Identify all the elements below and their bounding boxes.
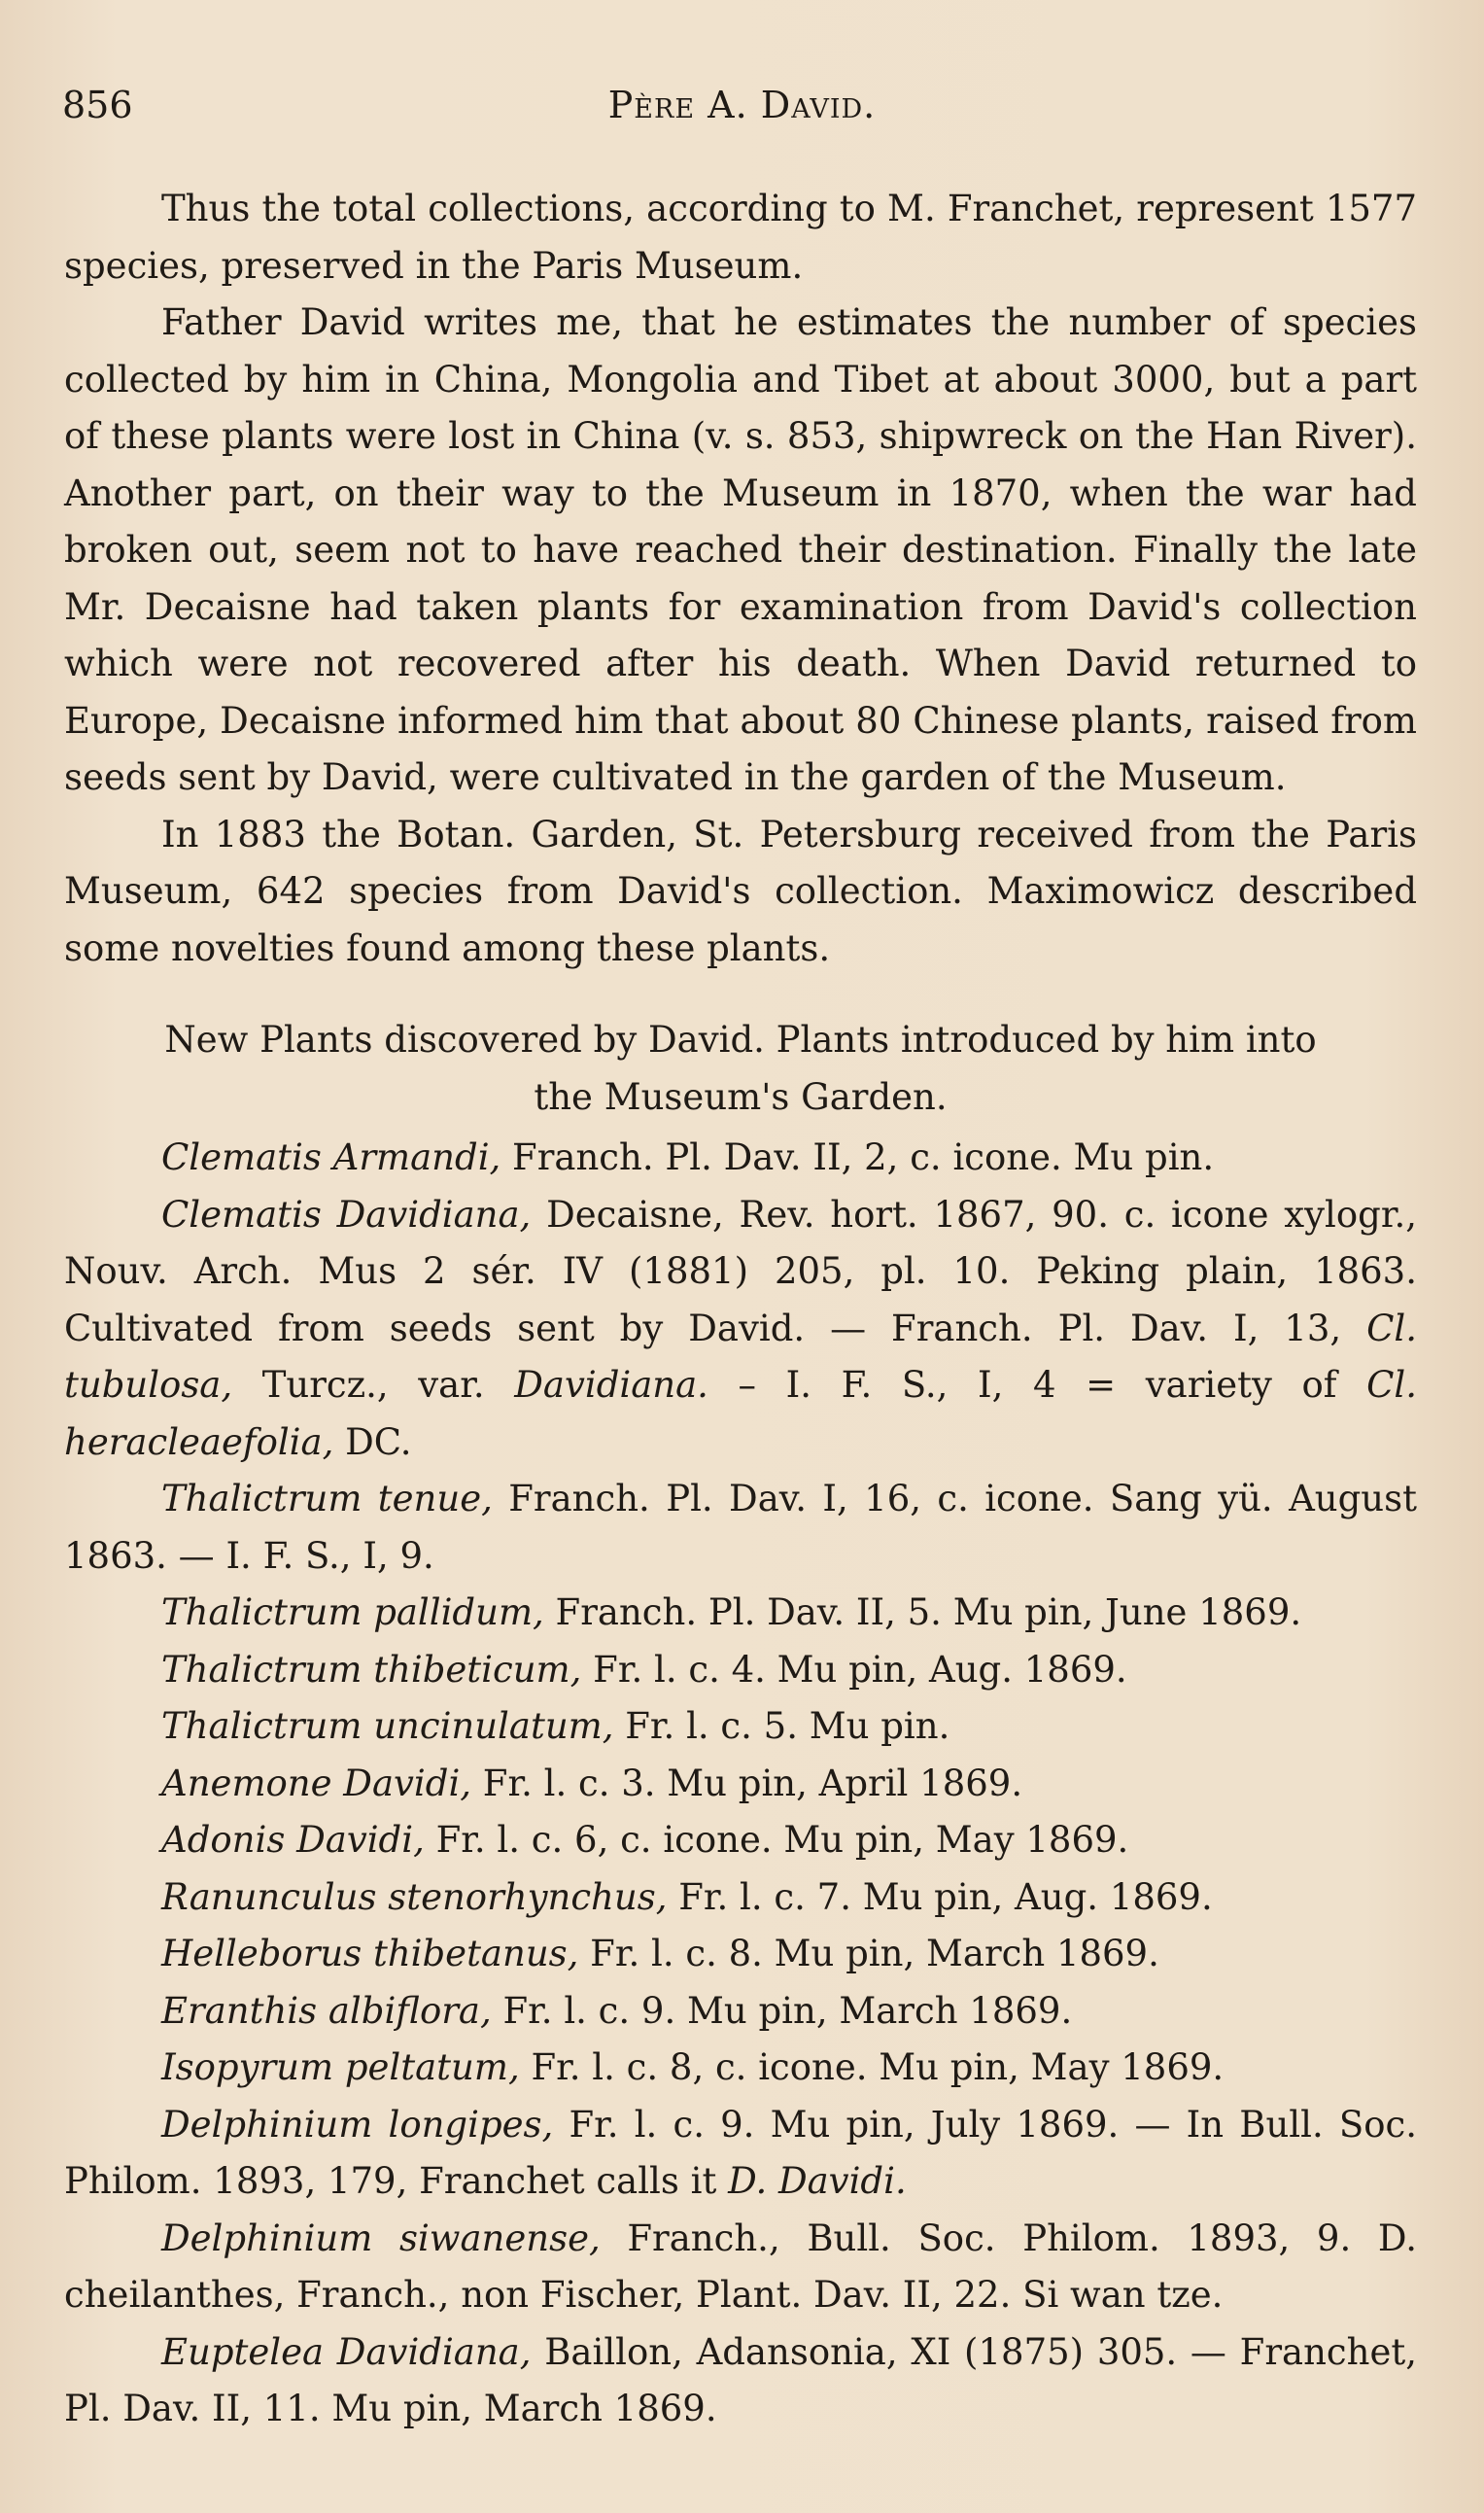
species-citation: Franch. Pl. Dav. I, 16, c. icone. Sang yü. August 1863. — I. F. S., I, 9.	[64, 1478, 1417, 1577]
species-entry	[64, 2040, 1417, 2097]
species-citation: Fr. l. c. 7. Mu pin, Aug. 1869.	[667, 1875, 1213, 1918]
species-name: Clematis Davidiana,	[161, 1193, 532, 1236]
species-entry	[64, 2097, 1417, 2211]
species-entry	[64, 2211, 1417, 2324]
species-citation: Fr. l. c. 6, c. icone. Mu pin, May 1869.	[424, 1819, 1129, 1861]
paragraph: Father David writes me, that he estimates the number of species collected by him in China, Mongolia and Tibet at about 3000, but a part of these plants were lost in China (v. s. 853, shipwreck on the Han River). Another part, on their way to the Museum in 1870, when the war had broken out, seem not to have reached their destination. Finally the late Mr. Decaisne had taken plants for examination from David's collection which were not recovered after his death. When David returned to Europe, Decaisne informed him that about 80 Chinese plants, raised from seeds sent by David, were cultivated in the garden of the Museum.	[64, 301, 1417, 798]
species-name: Delphinium longipes,	[161, 2103, 554, 2146]
species-citation: Fr. l. c. 5. Mu pin.	[613, 1705, 950, 1747]
species-citation: Fr. l. c. 9. Mu pin, July 1869. — In Bull. Soc. Philom. 1893, 179, Franchet calls it	[64, 2103, 1418, 2202]
species-name: Helleborus thibetanus,	[161, 1933, 579, 1974]
species-citation: Fr. l. c. 3. Mu pin, April 1869.	[471, 1762, 1023, 1804]
species-name: Euptelea Davidiana,	[161, 2330, 532, 2373]
section-heading-line: New Plants discovered by David. Plants introduced by him into	[164, 1019, 1317, 1061]
body-text	[64, 181, 1417, 2438]
species-citation: Fr. l. c. 9. Mu pin, March 1869.	[491, 1989, 1073, 2032]
species-synonym: Cl. heracleaefolia,	[64, 1364, 1417, 1463]
species-citation: Fr. l. c. 8, c. icone. Mu pin, May 1869.	[519, 2046, 1225, 2088]
page-header	[62, 84, 1422, 132]
species-citation: Decaisne, Rev. hort. 1867, 90. c. icone xylogr., Nouv. Arch. Mus 2 sér. IV (1881) 205, pl. 10. Peking plain, 1863. Cultivated from seeds sent by David. — Franch. Pl. Dav. I, 13,	[64, 1193, 1417, 1349]
species-name: Anemone Davidi,	[161, 1762, 472, 1804]
species-name: Ranunculus stenorhynchus,	[161, 1875, 668, 1918]
page-number: 856	[62, 84, 133, 126]
species-citation: Fr. l. c. 4. Mu pin, Aug. 1869.	[581, 1648, 1127, 1691]
paragraph: In 1883 the Botan. Garden, St. Petersburg received from the Paris Museum, 642 species from David's collection. Maximowicz described some novelties found among these plants.	[64, 813, 1417, 969]
species-entry	[64, 1642, 1417, 1699]
running-head: Père A. David.	[607, 84, 877, 126]
species-name: Thalictrum thibeticum,	[161, 1648, 582, 1691]
species-name: Thalictrum uncinulatum,	[161, 1705, 614, 1747]
species-entry	[64, 1756, 1417, 1813]
species-name: Delphinium siwanense,	[161, 2216, 601, 2259]
paragraph: Thus the total collections, according to M. Franchet, represent 1577 species, preserved in the Paris Museum.	[64, 188, 1417, 287]
species-citation: Baillon, Adansonia, XI (1875) 305. — Franchet, Pl. Dav. II, 11. Mu pin, March 1869.	[64, 2330, 1417, 2429]
species-synonym: Davidiana.	[514, 1364, 708, 1406]
species-name: Eranthis albiflora,	[161, 1989, 492, 2032]
species-entry	[64, 1983, 1417, 2041]
species-name: Clematis Armandi,	[161, 1136, 501, 1178]
species-entry	[64, 2324, 1417, 2438]
species-entry	[64, 1130, 1417, 1187]
species-entry	[64, 1698, 1417, 1756]
species-entry	[64, 1869, 1417, 1927]
species-list	[64, 1130, 1417, 2438]
species-synonym: D. Davidi.	[728, 2160, 907, 2202]
species-citation: Turcz., var.	[232, 1364, 515, 1406]
species-entry	[64, 1926, 1417, 1983]
species-citation: DC.	[333, 1420, 412, 1463]
species-citation: Franch. Pl. Dav. II, 2, c. icone. Mu pin.	[500, 1136, 1215, 1178]
species-entry	[64, 1187, 1417, 1472]
species-entry	[64, 1471, 1417, 1585]
species-citation: Fr. l. c. 8. Mu pin, March 1869.	[578, 1933, 1159, 1974]
species-name: Thalictrum tenue,	[161, 1478, 493, 1519]
section-heading	[64, 1012, 1417, 1126]
species-name: Isopyrum peltatum,	[161, 2046, 520, 2088]
species-name: Thalictrum pallidum,	[161, 1591, 544, 1633]
species-entry	[64, 1585, 1417, 1642]
section-heading-line: the Museum's Garden.	[534, 1075, 948, 1118]
species-citation: – I. F. S., I, 4 = variety of	[707, 1364, 1367, 1406]
species-citation: Franch., Bull. Soc. Philom. 1893, 9. D. cheilanthes, Franch., non Fischer, Plant. Dav. II, 22. Si wan tze.	[64, 2216, 1417, 2316]
species-synonym: Cl. tubulosa,	[64, 1307, 1417, 1406]
species-name: Adonis Davidi,	[161, 1819, 425, 1861]
species-citation: Franch. Pl. Dav. II, 5. Mu pin, June 1869.	[543, 1591, 1302, 1633]
species-entry	[64, 1812, 1417, 1869]
